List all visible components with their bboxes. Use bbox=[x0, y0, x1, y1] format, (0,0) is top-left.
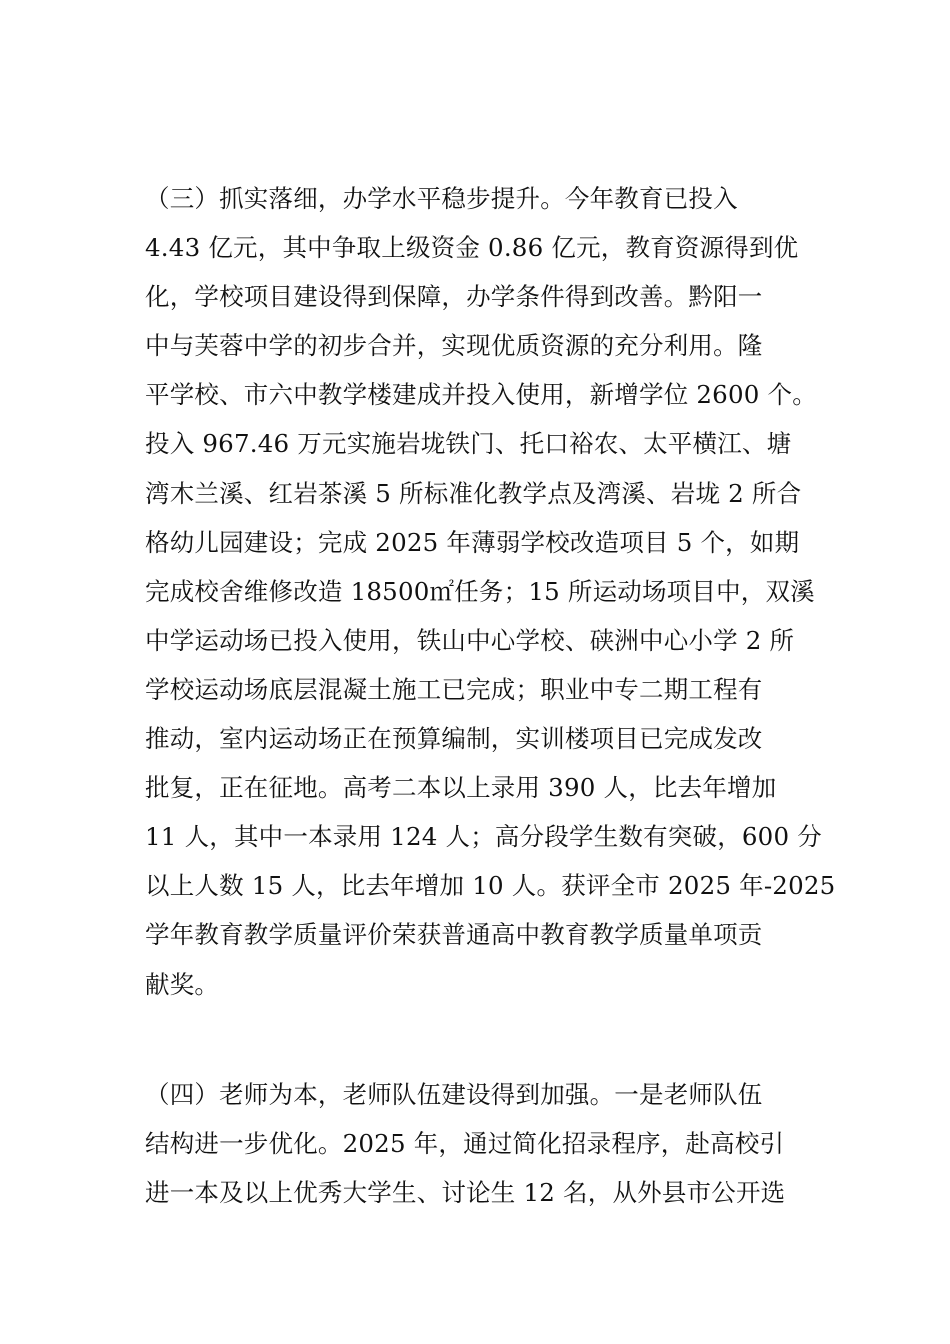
text-line: 格幼儿园建设；完成 2025 年薄弱学校改造项目 5 个，如期 bbox=[145, 527, 800, 557]
text-line: 学年教育教学质量评价荣获普通高中教育教学质量单项贡 bbox=[145, 920, 763, 950]
text-line: 11 人，其中一本录用 124 人；高分段学生数有突破，600 分 bbox=[145, 822, 822, 852]
text-line: 湾木兰溪、红岩茶溪 5 所标准化教学点及湾溪、岩垅 2 所合 bbox=[145, 478, 802, 508]
text-line: 平学校、市六中教学楼建成并投入使用，新增学位 2600 个。 bbox=[145, 380, 817, 410]
text-line: 中学运动场已投入使用，铁山中心学校、硖洲中心小学 2 所 bbox=[145, 625, 795, 655]
text-line: 进一本及以上优秀大学生、讨论生 12 名，从外县市公开选 bbox=[145, 1178, 786, 1208]
paragraph-education-investment bbox=[145, 174, 836, 1009]
text-line: 结构进一步优化。2025 年，通过简化招录程序，赴高校引 bbox=[145, 1129, 785, 1159]
text-line: 完成校舍维修改造 18500㎡任务；15 所运动场项目中，双溪 bbox=[145, 576, 815, 606]
text-line: 献奖。 bbox=[145, 969, 220, 999]
paragraph-teacher-team bbox=[145, 1070, 815, 1217]
text-line: 中与芙蓉中学的初步合并，实现优质资源的充分利用。隆 bbox=[145, 331, 763, 361]
text-line: 批复，正在征地。高考二本以上录用 390 人，比去年增加 bbox=[145, 773, 777, 803]
text-line: 化，学校项目建设得到保障，办学条件得到改善。黔阳一 bbox=[145, 282, 763, 312]
text-line: （三）抓实落细，办学水平稳步提升。今年教育已投入 bbox=[145, 184, 738, 213]
text-line: 4.43 亿元，其中争取上级资金 0.86 亿元，教育资源得到优 bbox=[145, 233, 799, 263]
text-line: 学校运动场底层混凝土施工已完成；职业中专二期工程有 bbox=[145, 674, 763, 704]
text-line: 推动，室内运动场正在预算编制，实训楼项目已完成发改 bbox=[145, 724, 763, 754]
text-line: （四）老师为本，老师队伍建设得到加强。一是老师队伍 bbox=[145, 1080, 763, 1109]
text-line: 以上人数 15 人，比去年增加 10 人。获评全市 2025 年-2025 bbox=[145, 871, 836, 901]
text-line: 投入 967.46 万元实施岩垅铁门、托口裕农、太平横江、塘 bbox=[145, 429, 792, 459]
